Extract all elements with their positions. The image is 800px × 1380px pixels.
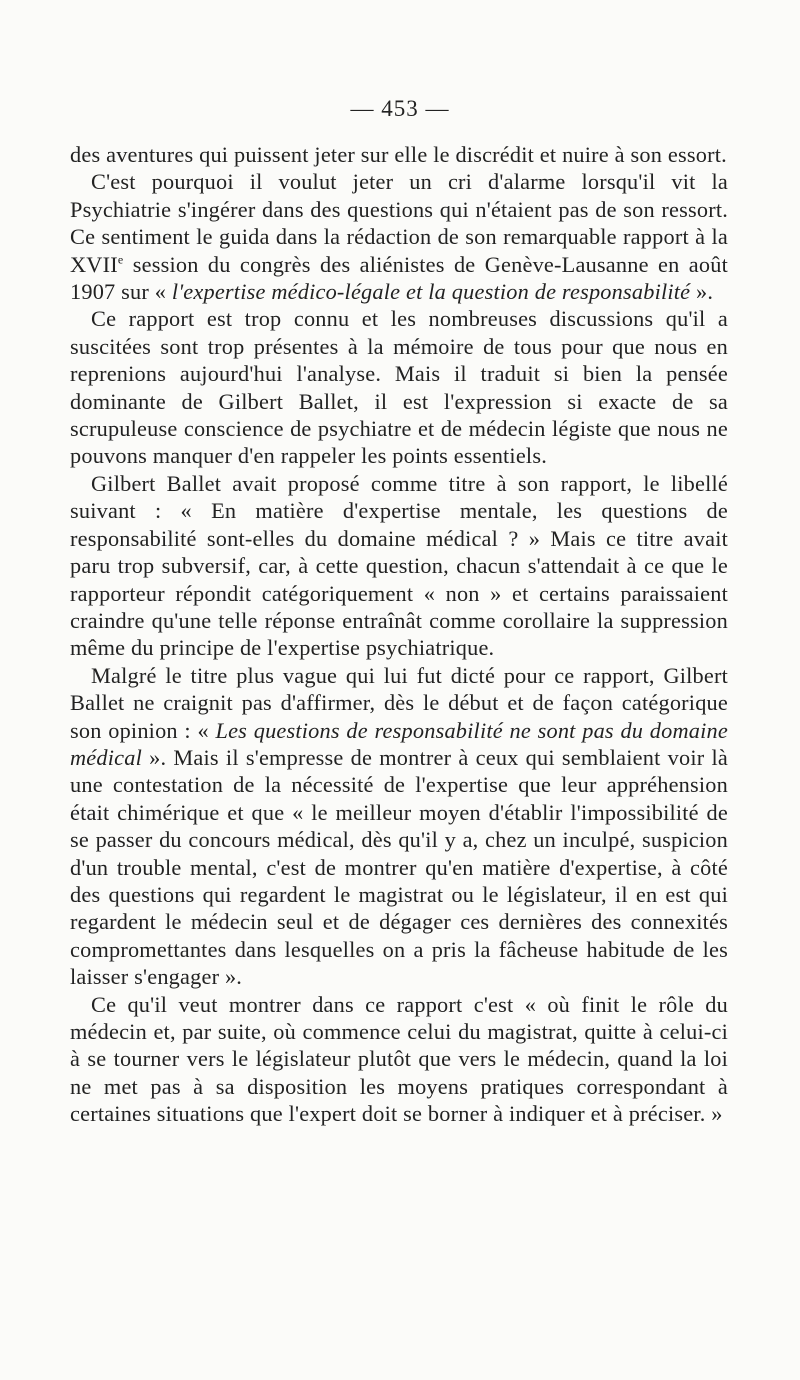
paragraph-5-tail: ». Mais il s'empresse de montrer à ceux qui semblaient voir là une contestation de la nécessité de l'expertise que leur appréhension était chimérique et que « le meilleur moyen d'établir l'impossibilité de se passer du concours médical, dès qu'il y a, chez un inculpé, suspicion d'un trouble mental, c'est de montrer qu'en matière d'expertise, à côté des questions qui regardent le magistrat ou le législateur, il en est qui regardent le médecin seul et de dégager ces dernières des connexités compromettantes dans lesquelles on a pris la fâcheuse habitude de les laisser s'engager ». xyxy=(70,744,728,990)
page-number: — 453 — xyxy=(350,96,450,121)
paragraph-5-text: Malgré le titre plus vague qui lui fut dicté pour ce rapport, Gilbert Ballet ne craignit pas d'affirmer, dès le début et de façon catégorique son opinion : « xyxy=(70,662,728,743)
paragraph-2-tail: session du congrès des aliénistes de Genève-Lausanne en août 1907 sur « xyxy=(70,251,728,305)
paragraph-2 xyxy=(70,168,728,305)
paragraph-3: Ce rapport est trop connu et les nombreuses discussions qu'il a suscitées sont trop présentes à la mémoire de tous pour que nous en reprenions aujourd'hui l'analyse. Mais il traduit si bien la pensée dominante de Gilbert Ballet, il est l'expression si exacte de sa scrupuleuse conscience de psychiatre et de médecin légiste que nous ne pouvons manquer d'en rappeler les points essentiels. xyxy=(70,306,728,469)
report-title-italic: l'expertise médico-légale et la question de responsabilité xyxy=(171,279,691,305)
paragraph-2-end: ». xyxy=(690,279,714,305)
quoted-opinion-italic: Les questions de responsabilité ne sont pas du domaine médical xyxy=(70,717,728,770)
paragraph-4: Gilbert Ballet avait proposé comme titre à son rapport, le libellé suivant : « En matière d'expertise mentale, les questions de responsabilité sont-elles du domaine médical ? » Mais ce titre avait paru trop subversif, car, à cette question, chacun s'attendait à ce que le rapporteur répondit catégoriquement « non » et certains paraissaient craindre qu'une telle réponse entraînât comme corollaire la suppression même du principe de l'expertise psychiatrique. xyxy=(70,470,728,661)
paragraph-6: Ce qu'il veut montrer dans ce rapport c'est « où finit le rôle du médecin et, par suite, où commence celui du magistrat, quitte à celui-ci à se tourner vers le législateur plutôt que vers le médecin, quand la loi ne met pas à sa disposition les moyens pratiques correspondant à certaines situations que l'expert doit se borner à indiquer et à préciser. » xyxy=(70,991,728,1127)
paragraph-2-text: C'est pourquoi il voulut jeter un cri d'alarme lorsqu'il vit la Psychiatrie s'ingérer dans des questions qui n'étaient pas de son ressort. Ce sentiment le guida dans la rédaction de son remarquable rapport à la XVII xyxy=(70,169,728,277)
ordinal-suffix: e xyxy=(117,252,124,267)
paragraph-1: des aventures qui puissent jeter sur elle le discrédit et nuire à son essort. xyxy=(70,142,727,167)
paragraph-5 xyxy=(70,662,728,991)
body-text xyxy=(70,141,728,1128)
